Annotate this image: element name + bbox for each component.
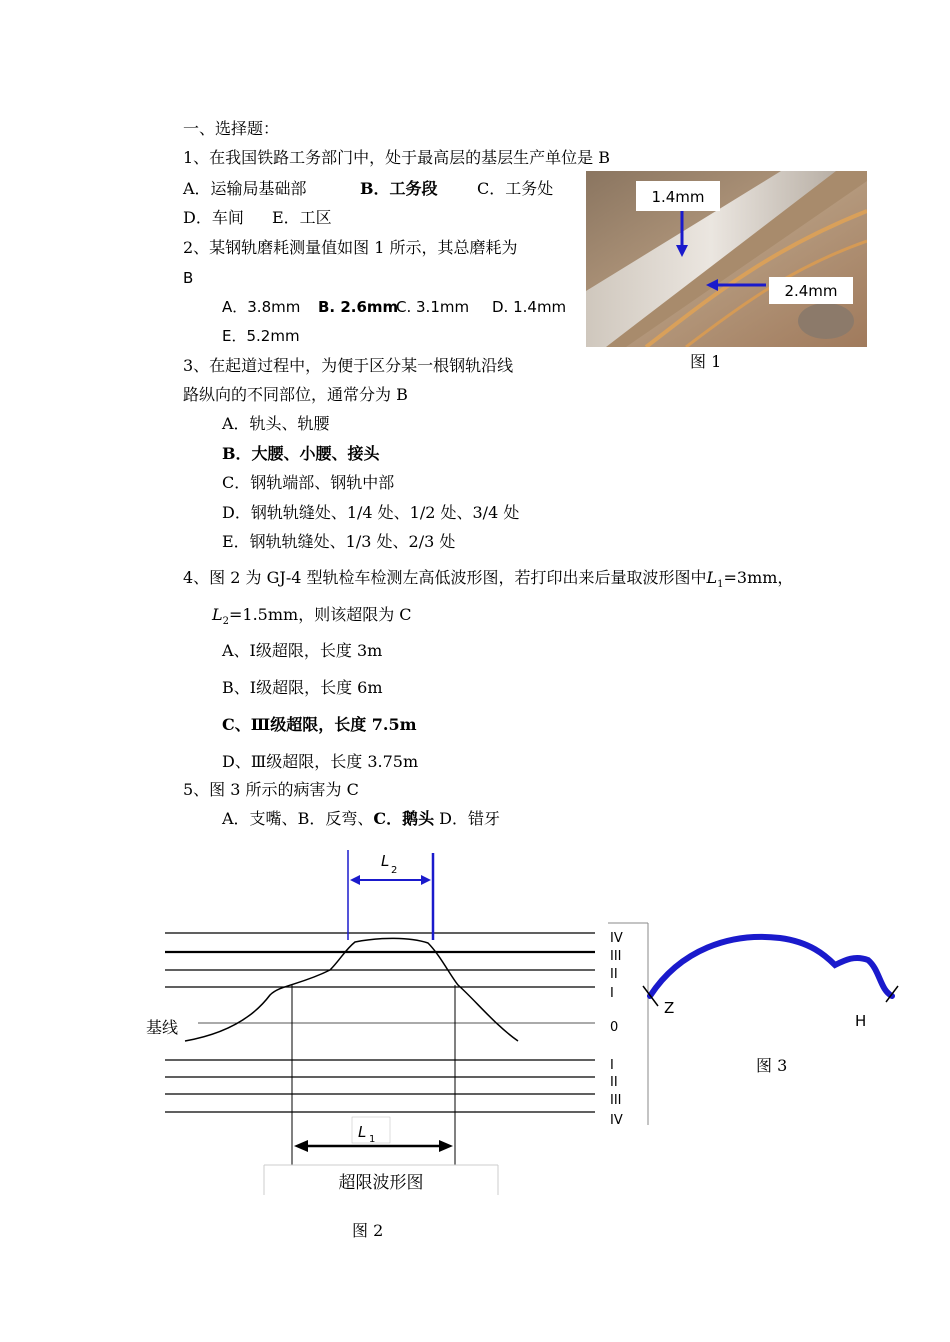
l2-subscript: 2 (391, 865, 398, 876)
q5-stem: 5、图 3 所示的病害为 C (183, 780, 359, 799)
q4-l2-value: =1.5mm，则该超限为 C (229, 605, 412, 624)
waveform-box-label: 超限波形图 (338, 1173, 424, 1193)
figure3-caption: 图 3 (756, 1056, 788, 1075)
q1-option-d: D．车间 (183, 208, 244, 227)
q2-option-e: E．5.2mm (222, 327, 300, 345)
l1-arrow-head-left (294, 1140, 308, 1152)
q3-option-c: C．钢轨端部、钢轨中部 (222, 473, 395, 492)
q5-option-c: C．鹅头 (373, 809, 435, 828)
q5-option-b: B．反弯、 (297, 809, 374, 828)
level-label-upper-iii: III (610, 949, 622, 964)
q2-stem-line2: B (183, 269, 194, 287)
q4-l1-symbol: L (706, 568, 718, 587)
q2-stem-line1: 2、某钢轨磨耗测量值如图 1 所示，其总磨耗为 (183, 238, 518, 257)
waveform-curve (185, 938, 518, 1041)
label-z: Z (664, 999, 675, 1017)
l2-arrow-head-right (421, 875, 431, 885)
l1-subscript: 1 (369, 1134, 376, 1145)
level-label-upper-i: I (610, 986, 614, 1001)
level-label-upper-iv: IV (610, 931, 623, 946)
q4-l2-symbol: L (212, 605, 223, 624)
level-label-zero: 0 (610, 1020, 619, 1035)
q1-option-e: E．工区 (272, 208, 332, 227)
q3-option-b: B．大腰、小腰、接头 (222, 444, 380, 463)
level-label-lower-iii: III (610, 1093, 622, 1108)
q5-option-d: D．错牙 (439, 809, 501, 828)
level-label-lower-ii: II (610, 1075, 618, 1090)
q4-stem-line2 (212, 604, 412, 633)
label-2-4mm: 2.4mm (784, 282, 838, 300)
level-label-upper-ii: II (610, 967, 618, 982)
q1-option-a: A．运输局基础部 (183, 179, 307, 198)
q4-stem-text: 4、图 2 为 GJ-4 型轨检车检测左高低波形图，若打印出来后量取波形图中 (183, 568, 707, 587)
q1-option-b: B．工务段 (360, 179, 438, 198)
level-label-lower-i: I (610, 1058, 614, 1073)
l1-label: L (358, 1123, 367, 1141)
q1-option-c: C．工务处 (477, 179, 554, 198)
q3-option-a: A．轨头、轨腰 (222, 414, 330, 433)
q4-option-b: B、Ⅰ级超限，长度 6m (222, 678, 383, 697)
l2-arrow-head-left (350, 875, 360, 885)
q4-option-c: C、Ⅲ级超限，长度 7.5m (222, 715, 417, 734)
q4-l1-subscript: 1 (717, 579, 724, 591)
q2-option-b: B. 2.6mm (318, 298, 399, 316)
section-title: 一、选择题： (183, 119, 280, 138)
level-label-lower-iv: IV (610, 1113, 623, 1128)
q4-l2-subscript: 2 (222, 616, 229, 628)
q3-stem-line2: 路纵向的不同部位，通常分为 B (183, 385, 408, 404)
figure1-caption: 图 1 (690, 352, 722, 371)
q4-stem-line1 (183, 567, 793, 596)
q3-option-e: E．钢轨轨缝处、1/3 处、2/3 处 (222, 532, 456, 551)
defect-curve (650, 937, 892, 996)
fastener-bolt (798, 303, 854, 339)
figure1-rail-photo (586, 171, 867, 347)
l2-label: L (381, 852, 390, 870)
q3-stem-line1: 3、在起道过程中，为便于区分某一根钢轨沿线 (183, 356, 514, 375)
q1-stem: 1、在我国铁路工务部门中，处于最高层的基层生产单位是 B (183, 148, 611, 167)
q4-option-d: D、Ⅲ级超限，长度 3.75m (222, 752, 419, 771)
q2-option-d: D. 1.4mm (492, 298, 567, 316)
q5-option-a: A．支嘴、 (222, 809, 298, 828)
q4-l1-value: =3mm， (723, 568, 794, 587)
q4-option-a: A、Ⅰ级超限，长度 3m (222, 641, 383, 660)
label-1-4mm: 1.4mm (651, 188, 705, 206)
q5-options (222, 808, 500, 830)
figure2-waveform (140, 845, 660, 1205)
l1-arrow-head-right (439, 1140, 453, 1152)
q3-option-d: D．钢轨轨缝处、1/4 处、1/2 处、3/4 处 (222, 503, 520, 522)
figure2-caption: 图 2 (352, 1221, 384, 1240)
baseline-label: 基线 (146, 1018, 179, 1037)
q2-option-a: A．3.8mm (222, 298, 301, 316)
label-h: H (855, 1012, 867, 1030)
q2-option-c: C. 3.1mm (396, 298, 470, 316)
